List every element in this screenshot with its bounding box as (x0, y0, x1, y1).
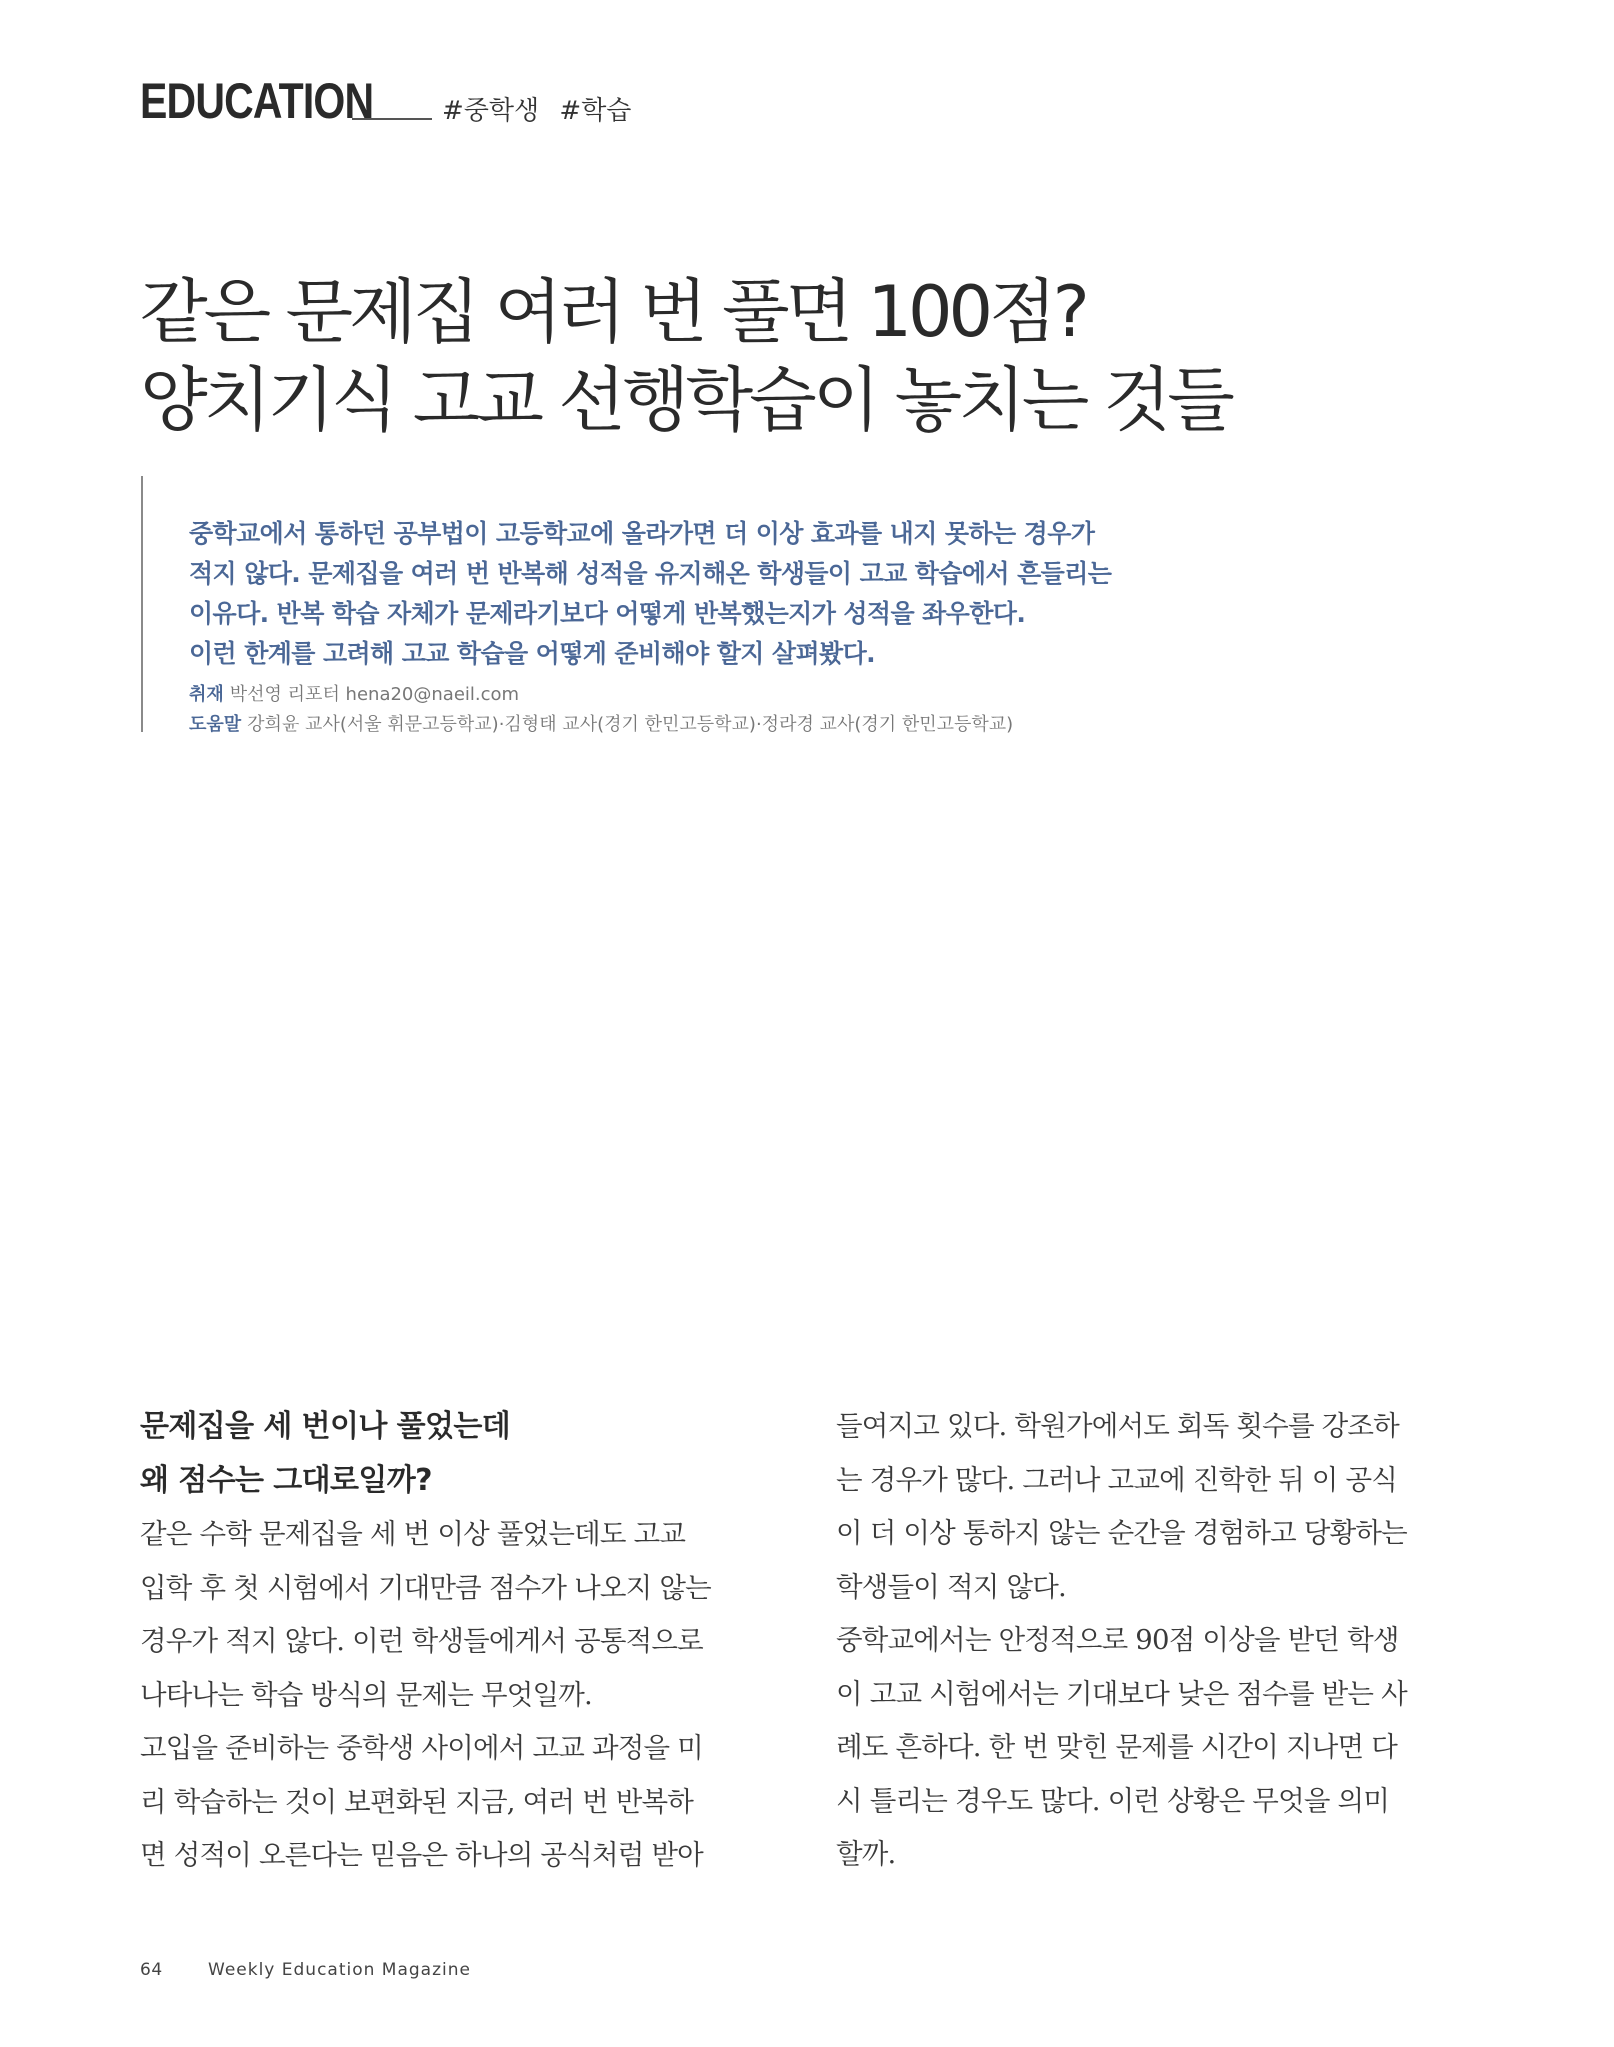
lead-line: 중학교에서 통하던 공부법이 고등학교에 올라가면 더 이상 효과를 내지 못하는 경우가 (189, 519, 1095, 548)
body-line: 학생들이 적지 않다. (836, 1570, 1066, 1603)
body-column-right (836, 1400, 1436, 1882)
body-paragraph (140, 1508, 740, 1883)
body-line: 는 경우가 많다. 그러나 고교에 진학한 뒤 이 공식 (836, 1463, 1398, 1496)
body-column-left (140, 1400, 740, 1883)
page-number: 64 (140, 1960, 163, 1980)
body-line: 이 고교 시험에서는 기대보다 낮은 점수를 받는 사 (836, 1677, 1407, 1710)
body-line: 같은 수학 문제집을 세 번 이상 풀었는데도 고교 (140, 1518, 686, 1550)
help-credit (189, 710, 1013, 740)
body-line: 나타나는 학습 방식의 문제는 무엇일까. (140, 1678, 592, 1711)
reporting-credit (189, 680, 1013, 710)
lead-rule (141, 476, 143, 732)
subheading-line: 왜 점수는 그대로일까? (140, 1463, 432, 1498)
headline-line: 양치기식 고교 선행학습이 놓치는 것들 (140, 359, 1231, 441)
body-paragraph (836, 1400, 1436, 1882)
body-line: 례도 흔하다. 한 번 맞힌 문제를 시간이 지나면 다 (836, 1731, 1398, 1763)
section-label: EDUCATION (140, 73, 374, 129)
reporting-text: 박선영 리포터 hena20@naeil.com (229, 684, 520, 705)
help-label: 도움말 (189, 714, 242, 735)
body-line: 할까. (836, 1838, 896, 1870)
tag-item[interactable]: #학습 (559, 96, 632, 126)
header-rule (352, 118, 432, 120)
credits (189, 680, 1013, 740)
magazine-name: Weekly Education Magazine (208, 1960, 471, 1980)
body-line: 이 더 이상 통하지 않는 순간을 경험하고 당황하는 (836, 1517, 1407, 1549)
lead-line: 적지 않다. 문제집을 여러 번 반복해 성적을 유지해온 학생들이 고교 학습에서 흔들리는 (189, 559, 1112, 588)
reporting-label: 취재 (189, 684, 224, 705)
lead-paragraph (189, 514, 1111, 674)
body-line: 고입을 준비하는 중학생 사이에서 고교 과정을 미 (140, 1732, 703, 1764)
lead-line: 이런 한계를 고려해 고교 학습을 어떻게 준비해야 할지 살펴봤다. (189, 639, 876, 668)
body-line: 시 틀리는 경우도 많다. 이런 상황은 무엇을 의미 (836, 1784, 1390, 1817)
body-line: 리 학습하는 것이 보편화된 지금, 여러 번 반복하 (140, 1785, 694, 1818)
body-line: 경우가 적지 않다. 이런 학생들에게서 공통적으로 (140, 1625, 703, 1657)
article-headline (140, 268, 1231, 444)
headline-line: 같은 문제집 여러 번 풀면 100점? (140, 271, 1086, 353)
help-text: 강희윤 교사(서울 휘문고등학교)·김형태 교사(경기 한민고등학교)·정라경 교사(경기 한민고등학교) (247, 714, 1014, 735)
article-subheading (140, 1400, 740, 1508)
tag-item[interactable]: #중학생 (442, 96, 540, 126)
body-line: 면 성적이 오른다는 믿음은 하나의 공식처럼 받아 (140, 1839, 703, 1871)
body-line: 중학교에서는 안정적으로 90점 이상을 받던 학생 (836, 1624, 1399, 1656)
body-line: 입학 후 첫 시험에서 기대만큼 점수가 나오지 않는 (140, 1571, 711, 1604)
subheading-line: 문제집을 세 번이나 풀었는데 (140, 1409, 511, 1444)
body-line: 들여지고 있다. 학원가에서도 회독 횟수를 강조하 (836, 1410, 1399, 1442)
tag-list (442, 90, 643, 127)
lead-line: 이유다. 반복 학습 자체가 문제라기보다 어떻게 반복했는지가 성적을 좌우한다. (189, 599, 1026, 628)
